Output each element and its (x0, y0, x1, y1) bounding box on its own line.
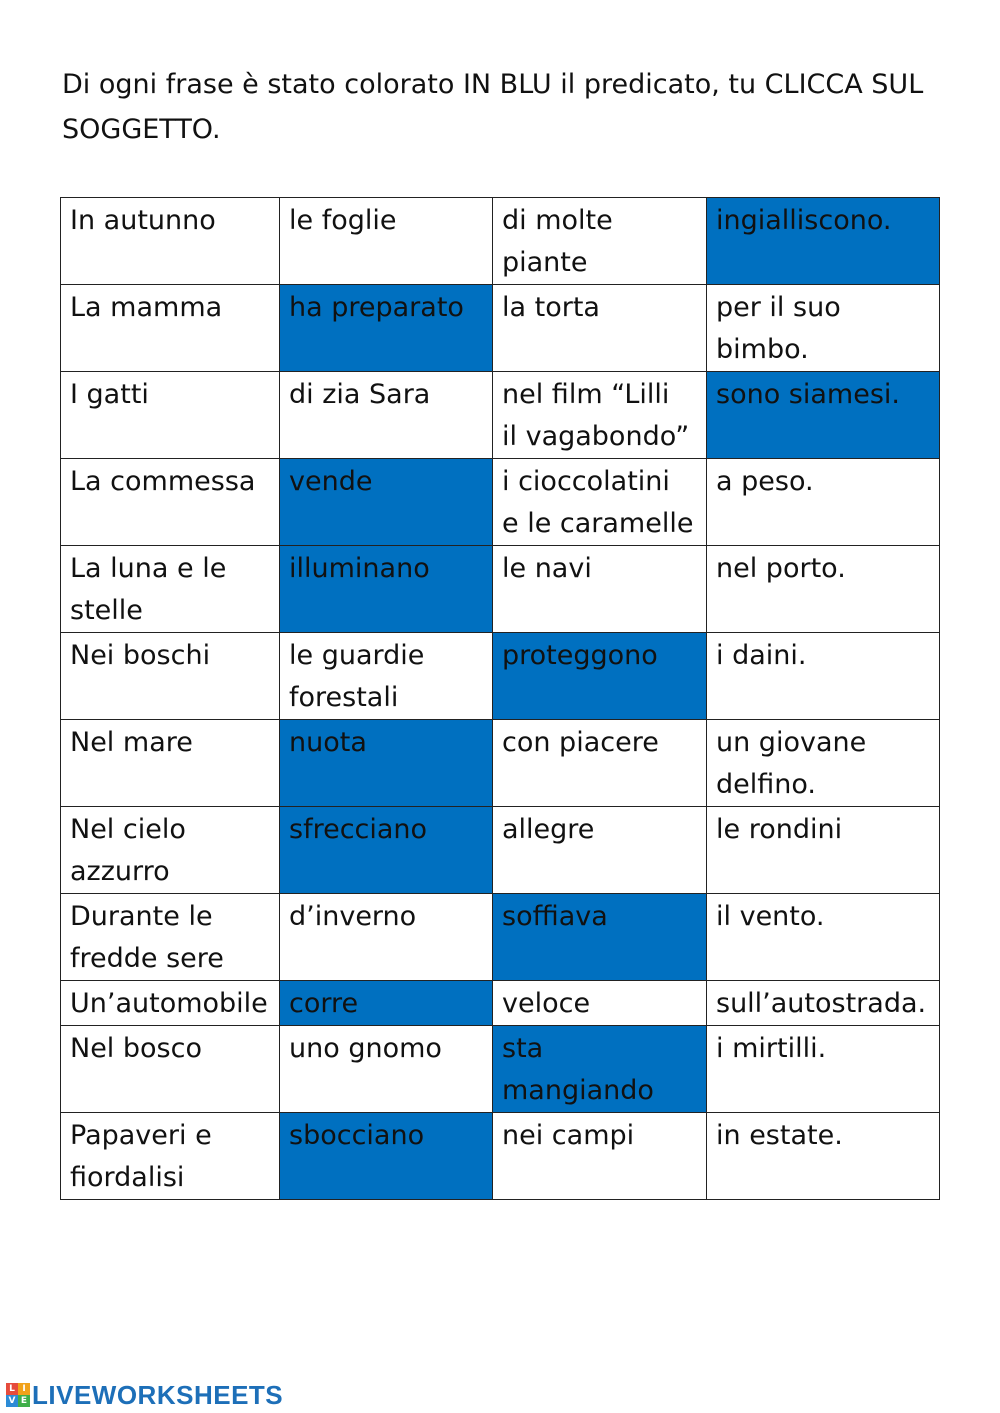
sentence-table (60, 197, 940, 1200)
answer-cell-phrase-3[interactable]: veloce (493, 981, 707, 1026)
answer-cell-phrase-3[interactable]: nei campi (493, 1113, 707, 1200)
sentence-row (61, 1026, 940, 1113)
brand-name: LIVEWORKSHEETS (32, 1379, 284, 1410)
sentence-row (61, 633, 940, 720)
answer-cell-phrase-4[interactable]: per il suo bimbo. (707, 285, 940, 372)
sentence-row (61, 894, 940, 981)
answer-cell-phrase-2[interactable]: le guardie forestali (280, 633, 493, 720)
answer-cell-phrase-1[interactable]: I gatti (61, 372, 280, 459)
answer-cell-phrase-4[interactable]: nel porto. (707, 546, 940, 633)
answer-cell-phrase-4[interactable]: le rondini (707, 807, 940, 894)
answer-cell-phrase-1[interactable]: Un’automobile (61, 981, 280, 1026)
answer-cell-phrase-3[interactable]: allegre (493, 807, 707, 894)
sentence-row (61, 198, 940, 285)
answer-cell-phrase-1[interactable]: La mamma (61, 285, 280, 372)
answer-cell-phrase-4[interactable]: a peso. (707, 459, 940, 546)
answer-cell-phrase-1[interactable]: Durante le fredde sere (61, 894, 280, 981)
answer-cell-phrase-1[interactable]: Nel cielo azzurro (61, 807, 280, 894)
instructions-text: Di ogni frase è stato colorato IN BLU il predicato, tu CLICCA SUL SOGGETTO. (62, 69, 924, 145)
answer-cell-phrase-1[interactable]: Papaveri e fiordalisi (61, 1113, 280, 1200)
answer-cell-phrase-4[interactable]: in estate. (707, 1113, 940, 1200)
sentence-row (61, 285, 940, 372)
answer-cell-phrase-2[interactable]: uno gnomo (280, 1026, 493, 1113)
answer-cell-phrase-2[interactable]: d’inverno (280, 894, 493, 981)
sentence-table-body (61, 198, 940, 1200)
predicate-cell: ingialliscono. (707, 198, 940, 285)
predicate-cell: corre (280, 981, 493, 1026)
answer-cell-phrase-1[interactable]: Nei boschi (61, 633, 280, 720)
answer-cell-phrase-3[interactable]: con piacere (493, 720, 707, 807)
predicate-cell: sta mangiando (493, 1026, 707, 1113)
answer-cell-phrase-2[interactable]: di zia Sara (280, 372, 493, 459)
answer-cell-phrase-2[interactable]: le foglie (280, 198, 493, 285)
answer-cell-phrase-1[interactable]: La luna e le stelle (61, 546, 280, 633)
answer-cell-phrase-1[interactable]: La commessa (61, 459, 280, 546)
answer-cell-phrase-1[interactable]: In autunno (61, 198, 280, 285)
answer-cell-phrase-4[interactable]: un giovane delfino. (707, 720, 940, 807)
answer-cell-phrase-1[interactable]: Nel mare (61, 720, 280, 807)
answer-cell-phrase-1[interactable]: Nel bosco (61, 1026, 280, 1113)
predicate-cell: proteggono (493, 633, 707, 720)
predicate-cell: illuminano (280, 546, 493, 633)
liveworksheets-logo-icon: L I V E (6, 1383, 30, 1407)
predicate-cell: vende (280, 459, 493, 546)
answer-cell-phrase-4[interactable]: i mirtilli. (707, 1026, 940, 1113)
sentence-row (61, 807, 940, 894)
answer-cell-phrase-3[interactable]: le navi (493, 546, 707, 633)
predicate-cell: soffiava (493, 894, 707, 981)
answer-cell-phrase-3[interactable]: nel film “Lilli il vagabondo” (493, 372, 707, 459)
predicate-cell: nuota (280, 720, 493, 807)
predicate-cell: ha preparato (280, 285, 493, 372)
predicate-cell: sfrecciano (280, 807, 493, 894)
answer-cell-phrase-3[interactable]: di molte piante (493, 198, 707, 285)
sentence-row (61, 720, 940, 807)
sentence-row (61, 1113, 940, 1200)
predicate-cell: sono siamesi. (707, 372, 940, 459)
answer-cell-phrase-4[interactable]: sull’autostrada. (707, 981, 940, 1026)
answer-cell-phrase-4[interactable]: il vento. (707, 894, 940, 981)
predicate-cell: sbocciano (280, 1113, 493, 1200)
sentence-row (61, 459, 940, 546)
sentence-row (61, 981, 940, 1026)
sentence-row (61, 372, 940, 459)
liveworksheets-brand (6, 1381, 283, 1409)
answer-cell-phrase-3[interactable]: i cioccolatini e le caramelle (493, 459, 707, 546)
sentence-row (61, 546, 940, 633)
answer-cell-phrase-3[interactable]: la torta (493, 285, 707, 372)
answer-cell-phrase-4[interactable]: i daini. (707, 633, 940, 720)
